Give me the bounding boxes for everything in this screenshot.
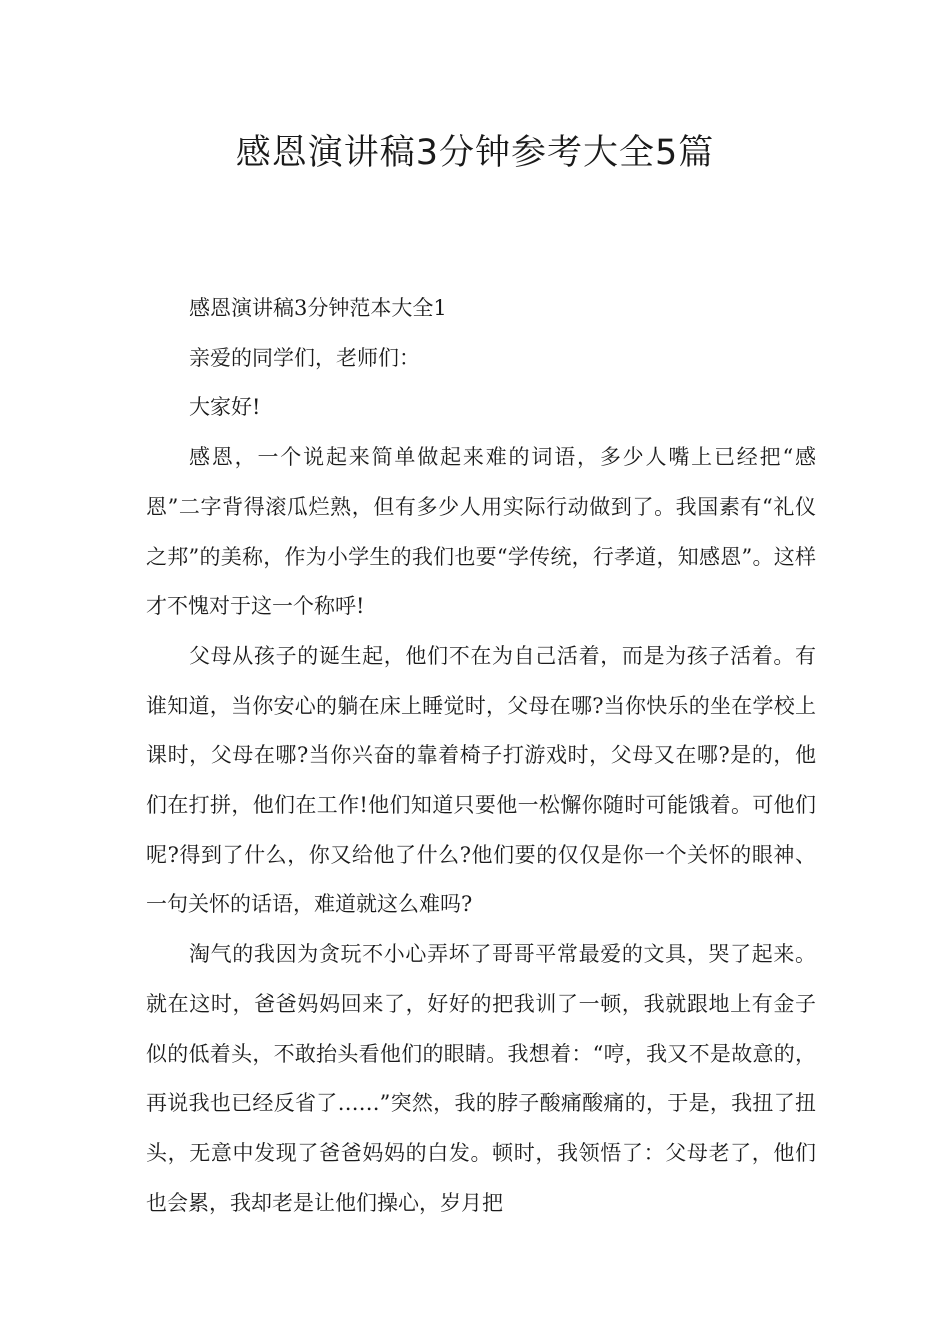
body-paragraph: 淘气的我因为贪玩不小心弄坏了哥哥平常最爱的文具，哭了起来。就在这时，爸爸妈妈回来了，好好的把我训了一顿，我就跟地上有金子似的低着头，不敢抬头看他们的眼睛。我想着：“哼，我又不是故意的，再说我也已经反省了……”突然，我的脖子酸痛酸痛的，于是，我扭了扭头，无意中发现了爸爸妈妈的白发。顿时，我领悟了：父母老了，他们也会累，我却老是让他们操心，岁月把 [146,942,816,1215]
body-paragraph: 感恩，一个说起来简单做起来难的词语，多少人嘴上已经把“感恩”二字背得滚瓜烂熟，但有多少人用实际行动做到了。我国素有“礼仪之邦”的美称，作为小学生的我们也要“学传统，行孝道，知感恩”。这样才不愧对于这一个称呼! [146,445,816,619]
document-body [146,284,816,1228]
body-paragraph: 父母从孩子的诞生起，他们不在为自己活着，而是为孩子活着。有谁知道，当你安心的躺在床上睡觉时，父母在哪?当你快乐的坐在学校上课时，父母在哪?当你兴奋的靠着椅子打游戏时，父母又在哪?是的，他们在打拼，他们在工作!他们知道只要他一松懈你随时可能饿着。可他们呢?得到了什么，你又给他了什么?他们要的仅仅是你一个关怀的眼神、一句关怀的话语，难道就这么难吗? [146,643,816,917]
document-title: 感恩演讲稿3分钟参考大全5篇 [235,133,715,173]
section-heading: 感恩演讲稿3分钟范本大全1 [189,296,447,320]
greeting: 大家好! [189,395,261,420]
salutation: 亲爱的同学们，老师们： [189,345,420,370]
